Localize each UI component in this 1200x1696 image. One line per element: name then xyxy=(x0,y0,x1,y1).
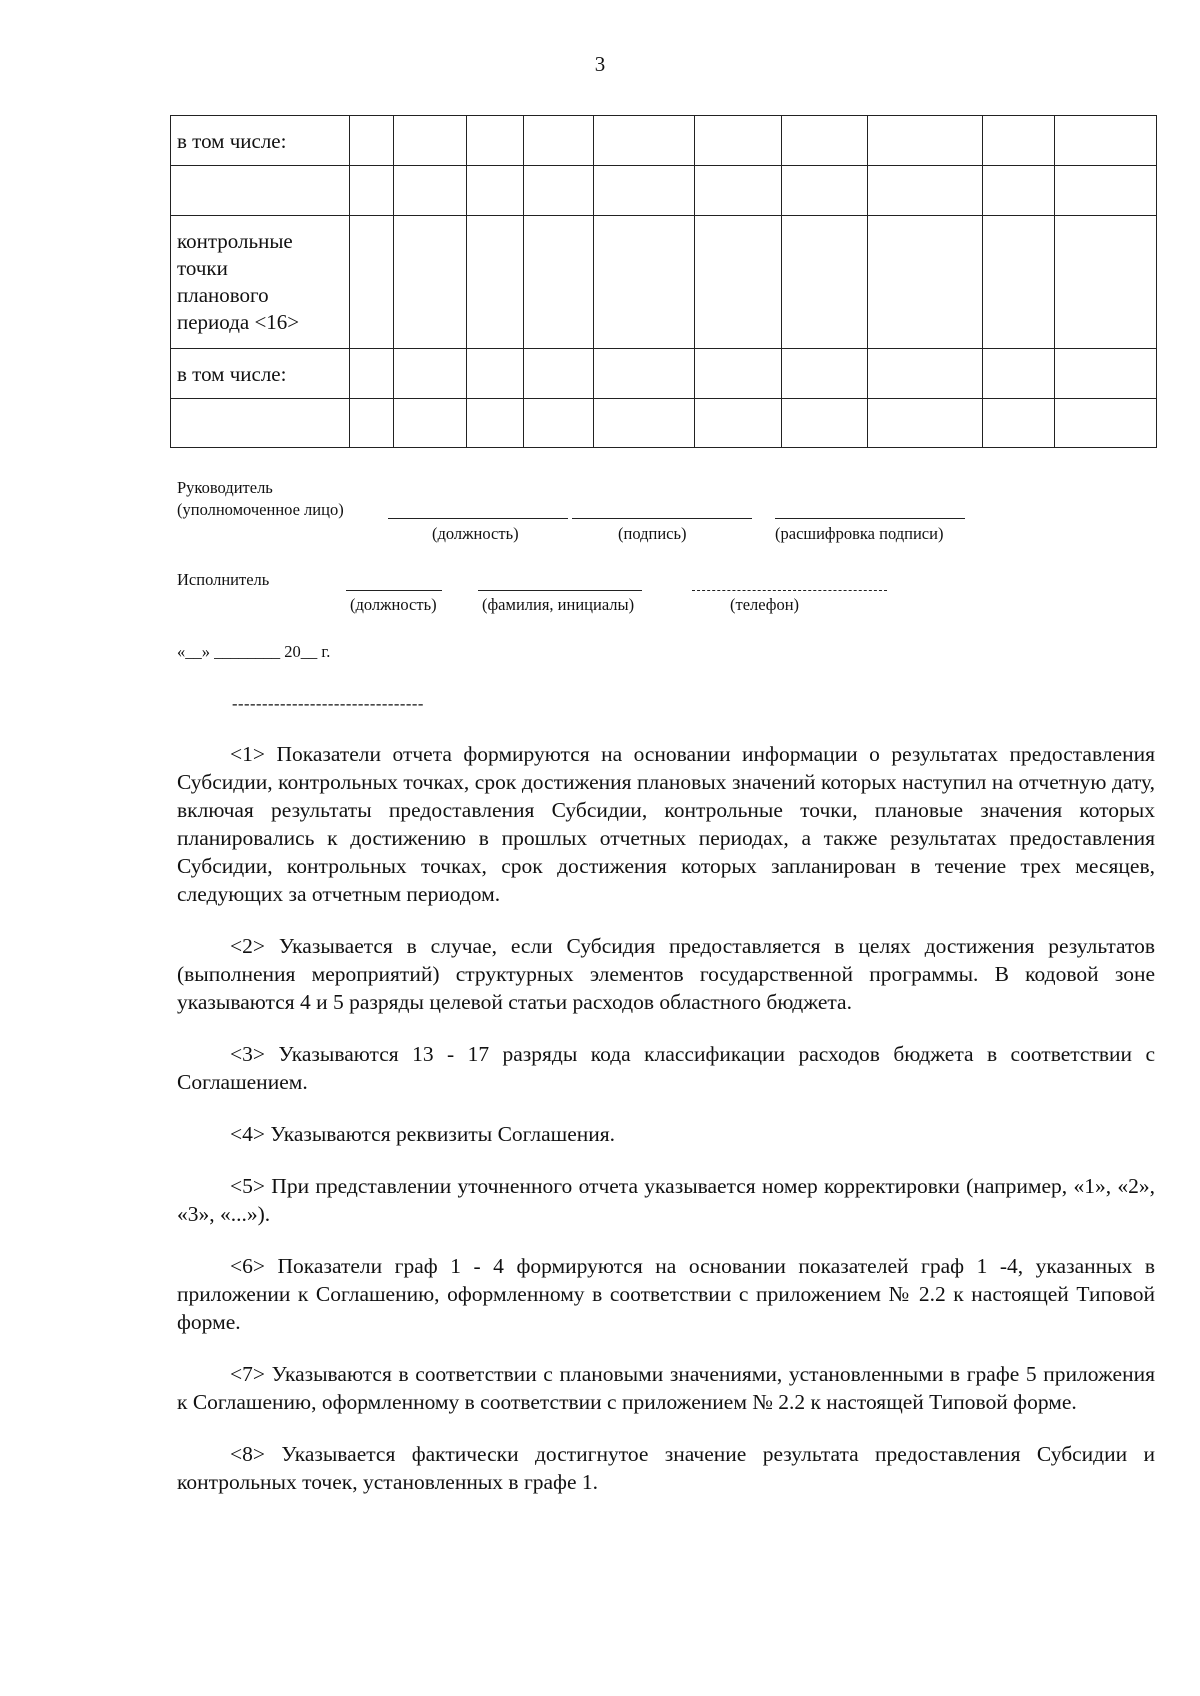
head-position-line xyxy=(388,518,568,519)
row-label-control-points: контрольные точки планового периода <16> xyxy=(171,216,350,349)
footnotes xyxy=(177,740,1155,1520)
executor-name-line xyxy=(478,590,642,591)
head-caption-decoding: (расшифровка подписи) xyxy=(775,524,944,543)
footnote-8: <8> Указывается фактически достигнутое значение результата предоставления Субсидии и контрольных точек, установленных в графе 1. xyxy=(177,1442,1155,1494)
footnote-1: <1> Показатели отчета формируются на основании информации о результатах предоставления Субсидии, контрольных точках, срок достижения плановых значений которых наступил на отчетную дату, включая результаты предоставления Субсидии, контрольные точки, плановые значения которых планировались к достижению в прошлых отчетных периодах, а также результатах предоставления Субсидии, контрольных точках, срок достижения которых запланирован в течение трех месяцев, следующих за отчетным периодом. xyxy=(177,742,1155,906)
table-row xyxy=(171,349,1157,399)
table-row xyxy=(171,166,1157,216)
table-row xyxy=(171,116,1157,166)
head-subtitle: (уполномоченное лицо) xyxy=(177,500,344,519)
page-number: 3 xyxy=(594,52,606,76)
head-caption-position: (должность) xyxy=(432,524,519,543)
report-table xyxy=(170,115,1157,448)
head-caption-signature: (подпись) xyxy=(618,524,687,543)
footnote-separator: -------------------------------- xyxy=(232,694,424,713)
footnote-4: <4> Указываются реквизиты Соглашения. xyxy=(230,1122,616,1146)
footnote-2: <2> Указывается в случае, если Субсидия предоставляется в целях достижения результатов (выполнения мероприятий) структурных элементов государственной программы. В кодовой зоне указываются 4 и 5 разряды целевой статьи расходов областного бюджета. xyxy=(177,934,1155,1014)
executor-caption-position: (должность) xyxy=(350,595,437,614)
executor-title: Исполнитель xyxy=(177,570,270,589)
table-row xyxy=(171,399,1157,448)
row-label-including-2: в том числе: xyxy=(171,349,350,399)
row-label-including-1: в том числе: xyxy=(171,116,350,166)
footnote-5: <5> При представлении уточненного отчета указывается номер корректировки (например, «1», «2», «3», «...»). xyxy=(177,1174,1155,1226)
date-line: «__» ________ 20__ г. xyxy=(177,642,331,661)
head-decoding-line xyxy=(775,518,965,519)
head-title: Руководитель xyxy=(177,478,273,497)
table-row xyxy=(171,216,1157,349)
executor-phone-line xyxy=(692,590,887,591)
executor-caption-phone: (телефон) xyxy=(730,595,800,614)
footnote-6: <6> Показатели граф 1 - 4 формируются на основании показателей граф 1 -4, указанных в приложении к Соглашению, оформленному в соответствии с приложением № 2.2 к настоящей Типовой форме. xyxy=(177,1254,1155,1334)
executor-position-line xyxy=(346,590,442,591)
executor-caption-name: (фамилия, инициалы) xyxy=(482,595,635,614)
head-signature-line xyxy=(572,518,752,519)
footnote-3: <3> Указываются 13 - 17 разряды кода классификации расходов бюджета в соответствии с Соглашением. xyxy=(177,1042,1155,1094)
footnote-7: <7> Указываются в соответствии с плановыми значениями, установленными в графе 5 приложения к Соглашению, оформленному в соответствии с приложением № 2.2 к настоящей Типовой форме. xyxy=(177,1362,1155,1414)
